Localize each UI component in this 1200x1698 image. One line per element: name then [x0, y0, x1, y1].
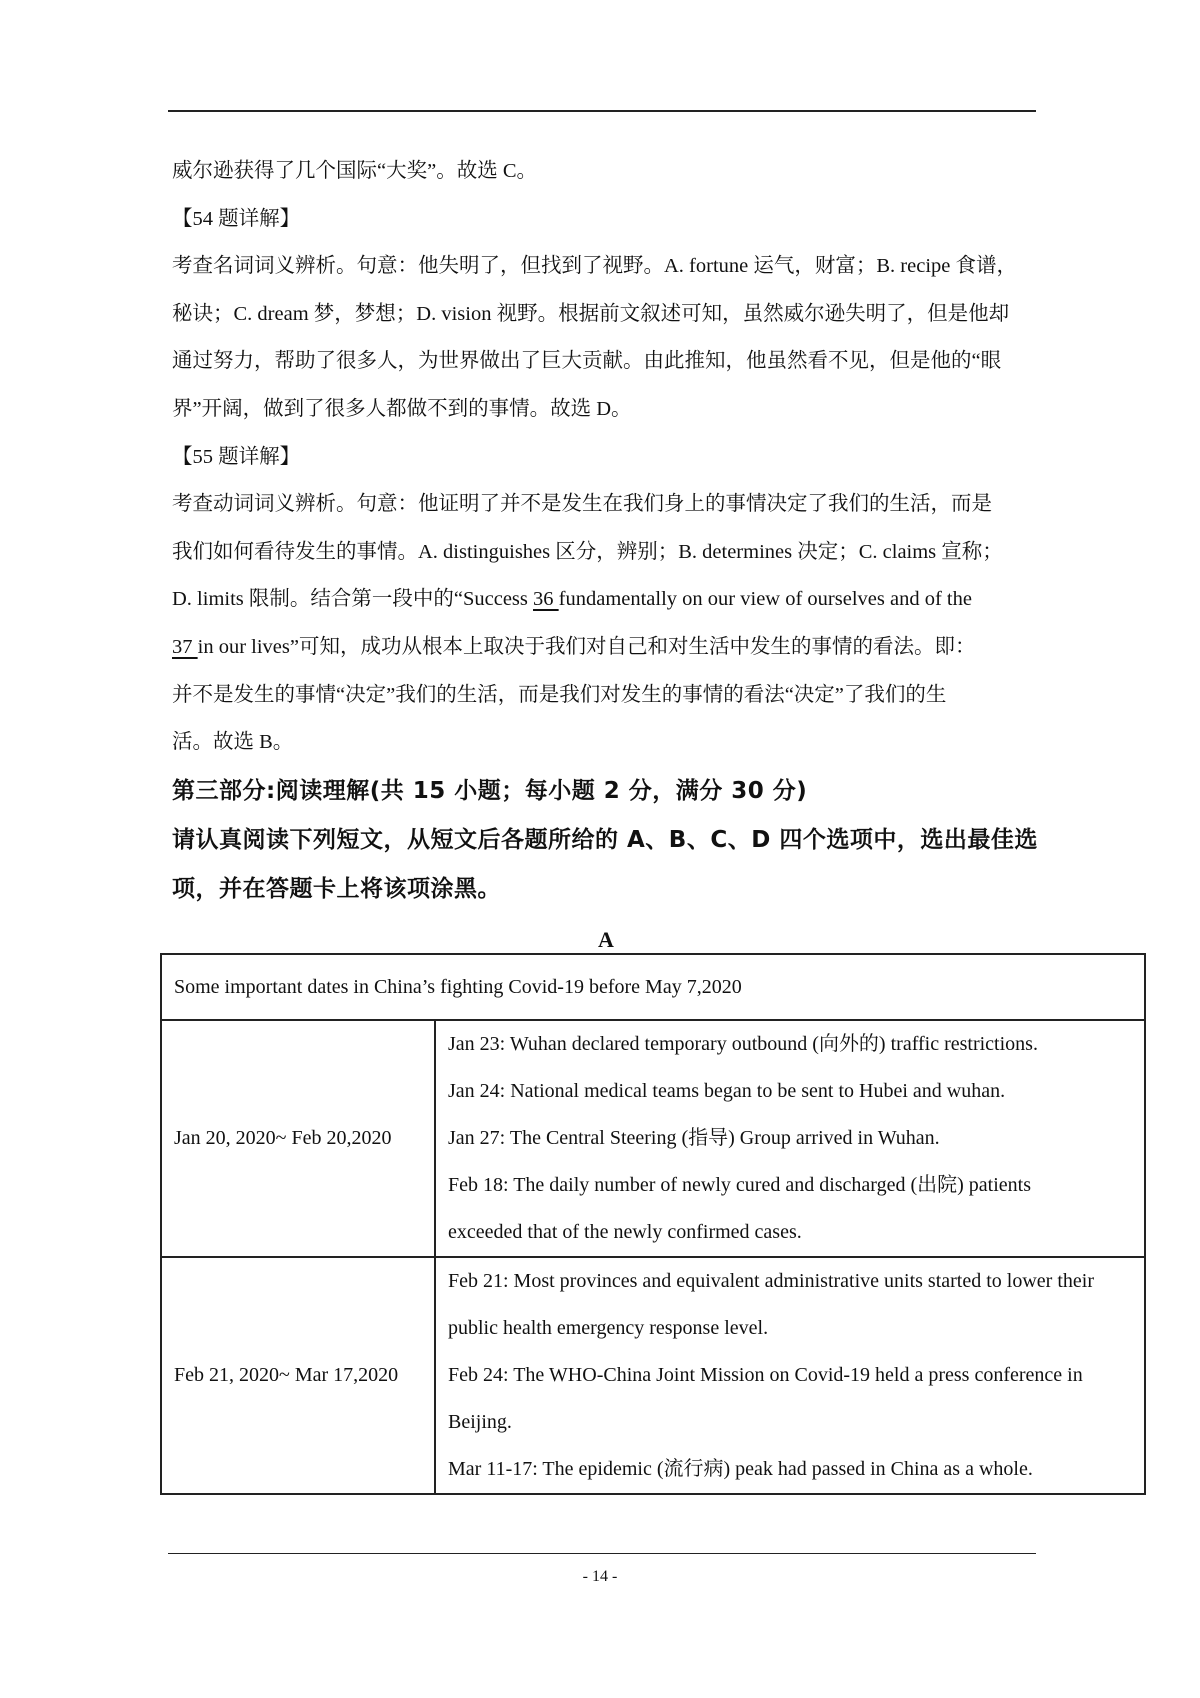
- event-line: Jan 24: National medical teams began to be sent to Hubei and wuhan.: [448, 1080, 1006, 1102]
- table-row: [161, 1020, 1145, 1257]
- text-fragment: D. limits 限制。结合第一段中的“Success: [172, 588, 534, 611]
- text-line: 威尔逊获得了几个国际“大奖”。故选 C。: [172, 160, 537, 182]
- text-line: 并不是发生的事情“决定”我们的生活，而是我们对发生的事情的看法“决定”了我们的生: [172, 683, 947, 706]
- q55-explanation: [172, 481, 1040, 767]
- text-line: 秘诀；C. dream 梦，梦想；D. vision 视野。根据前文叙述可知，虽然威尔逊失明了，但是他却: [172, 302, 1010, 325]
- page-number: - 14 -: [582, 1568, 618, 1585]
- text-line: 界”开阔，做到了很多人都做不到的事情。故选 D。: [172, 397, 632, 420]
- event-line: Feb 21: Most provinces and equivalent administrative units started to lower their: [448, 1270, 1094, 1292]
- text-line-with-blank-37: [172, 624, 1040, 672]
- explanation-paragraph-53-end: [172, 148, 1040, 196]
- event-line: Feb 24: The WHO-China Joint Mission on Covid-19 held a press conference in: [448, 1364, 1083, 1386]
- covid-dates-table: [160, 953, 1146, 1495]
- events-cell: [435, 1257, 1145, 1494]
- text-line: 考查动词词义辨析。句意：他证明了并不是发生在我们身上的事情决定了我们的生活，而是: [172, 493, 992, 516]
- blank-37: 37: [172, 635, 198, 658]
- page-body: [172, 148, 1040, 966]
- event-line: Feb 18: The daily number of newly cured and discharged (出院) patients: [448, 1174, 1031, 1196]
- table-row: [161, 1257, 1145, 1494]
- instruction-line: 项，并在答题卡上将该项涂黑。: [172, 875, 501, 902]
- q54-heading: [172, 196, 1040, 244]
- period-cell: Feb 21, 2020~ Mar 17,2020: [161, 1257, 435, 1494]
- event-line: exceeded that of the newly confirmed cases.: [448, 1221, 802, 1243]
- text-fragment: fundamentally on our view of ourselves and of the: [558, 588, 972, 611]
- text-line: 我们如何看待发生的事情。A. distinguishes 区分，辨别；B. determines 决定；C. claims 宣称；: [172, 540, 1003, 563]
- table-header-row: [161, 954, 1145, 1020]
- text-line: 活。故选 B。: [172, 731, 294, 754]
- text-fragment: in our lives”可知，成功从根本上取决于我们对自己和对生活中发生的事情的看法。即：: [197, 635, 976, 658]
- event-line: Jan 27: The Central Steering (指导) Group arrived in Wuhan.: [448, 1127, 940, 1149]
- event-line: Jan 23: Wuhan declared temporary outbound (向外的) traffic restrictions.: [448, 1033, 1038, 1055]
- event-line: Beijing.: [448, 1411, 512, 1433]
- q54-explanation: [172, 243, 1040, 433]
- text-line: 考查名词词义辨析。句意：他失明了，但找到了视野。A. fortune 运气，财富；B. recipe 食谱，: [172, 255, 1017, 278]
- event-line: public health emergency response level.: [448, 1317, 769, 1339]
- instruction-line: 请认真阅读下列短文，从短文后各题所给的 A、B、C、D 四个选项中，选出最佳选: [172, 826, 1038, 853]
- header-rule: [168, 110, 1036, 112]
- table-header-cell: Some important dates in China’s fighting Covid-19 before May 7,2020: [161, 954, 1145, 1020]
- events-cell: [435, 1020, 1145, 1257]
- q55-heading: [172, 434, 1040, 482]
- footer-rule: [168, 1553, 1036, 1554]
- event-line: Mar 11-17: The epidemic (流行病) peak had passed in China as a whole.: [448, 1458, 1033, 1480]
- blank-36: 36: [533, 588, 559, 611]
- text-line-with-blank-36: [172, 576, 1040, 624]
- section-heading: 【55 题详解】: [172, 445, 301, 468]
- text-line: 通过努力，帮助了很多人，为世界做出了巨大贡献。由此推知，他虽然看不见，但是他的“眼: [172, 350, 1002, 373]
- period-cell: Jan 20, 2020~ Feb 20,2020: [161, 1020, 435, 1257]
- section-title: 第三部分:阅读理解(共 15 小题；每小题 2 分，满分 30 分): [172, 777, 808, 804]
- section-heading: 【54 题详解】: [172, 207, 301, 230]
- passage-label: A: [598, 926, 614, 952]
